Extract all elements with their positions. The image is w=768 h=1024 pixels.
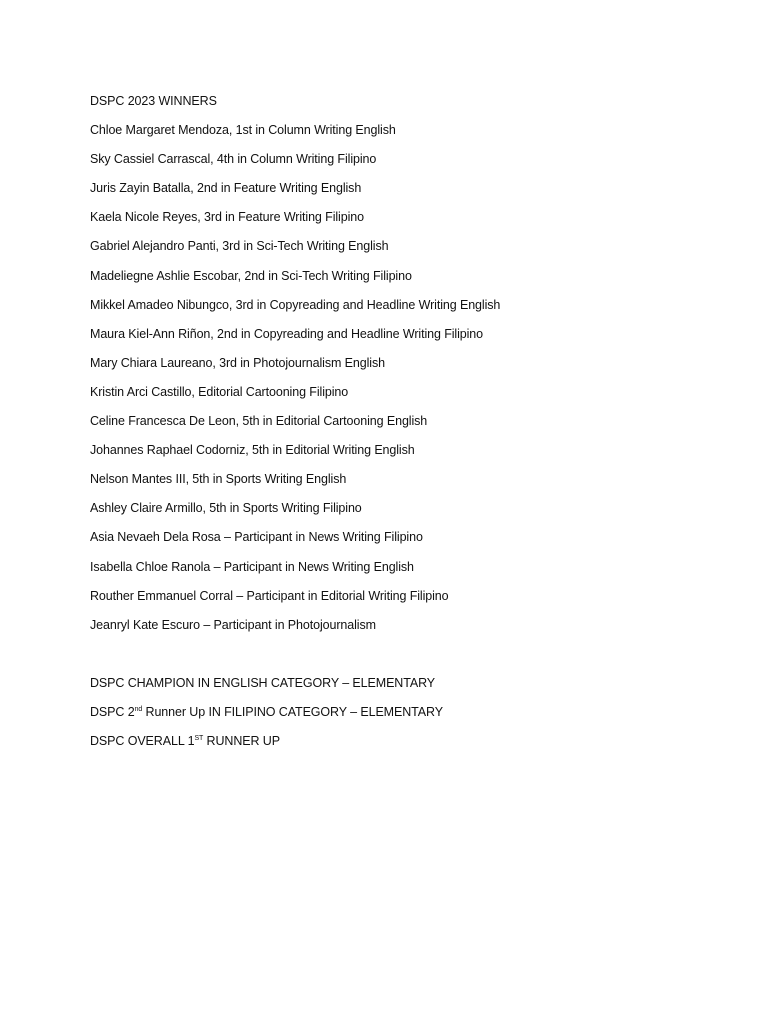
section-spacer <box>90 646 730 675</box>
winner-line: Asia Nevaeh Dela Rosa – Participant in News Writing Filipino <box>90 530 423 545</box>
award-overall-suffix: RUNNER UP <box>203 733 280 748</box>
document-body <box>90 93 730 762</box>
winner-line: Madeliegne Ashlie Escobar, 2nd in Sci-Tech Writing Filipino <box>90 268 412 283</box>
winner-line: Nelson Mantes III, 5th in Sports Writing English <box>90 472 347 487</box>
winner-line: Juris Zayin Batalla, 2nd in Feature Writing English <box>90 181 362 196</box>
winner-line: Kaela Nicole Reyes, 3rd in Feature Writing Filipino <box>90 210 364 225</box>
winner-line: Isabella Chloe Ranola – Participant in News Writing English <box>90 559 414 574</box>
winner-line: Kristin Arci Castillo, Editorial Cartooning Filipino <box>90 384 349 399</box>
winner-line: Routher Emmanuel Corral – Participant in Editorial Writing Filipino <box>90 588 449 603</box>
winner-line: Celine Francesca De Leon, 5th in Editorial Cartooning English <box>90 414 428 429</box>
winner-line: Mary Chiara Laureano, 3rd in Photojournalism English <box>90 355 385 370</box>
winner-line: Mikkel Amadeo Nibungco, 3rd in Copyreading and Headline Writing English <box>90 297 501 312</box>
winner-line: Gabriel Alejandro Panti, 3rd in Sci-Tech Writing English <box>90 239 389 254</box>
award-overall-prefix: DSPC OVERALL 1 <box>90 733 195 748</box>
award-runner-up-ordinal: nd <box>134 705 143 713</box>
winner-line: Jeanryl Kate Escuro – Participant in Photojournalism <box>90 617 376 632</box>
award-runner-up-prefix: DSPC 2 <box>90 704 135 719</box>
winner-line: Chloe Margaret Mendoza, 1st in Column Writing English <box>90 123 396 138</box>
winner-line: Ashley Claire Armillo, 5th in Sports Writing Filipino <box>90 501 362 516</box>
award-runner-up-suffix: Runner Up IN FILIPINO CATEGORY – ELEMENTARY <box>142 704 443 719</box>
document-heading: DSPC 2023 WINNERS <box>90 94 217 108</box>
winner-line: Maura Kiel-Ann Riñon, 2nd in Copyreading and Headline Writing Filipino <box>90 326 483 341</box>
award-overall <box>90 733 730 749</box>
winners-list <box>90 122 730 633</box>
winner-line: Sky Cassiel Carrascal, 4th in Column Writing Filipino <box>90 152 377 167</box>
award-overall-ordinal: ST <box>194 734 204 742</box>
award-champion: DSPC CHAMPION IN ENGLISH CATEGORY – ELEMENTARY <box>90 675 436 690</box>
awards-list <box>90 675 730 749</box>
award-runner-up <box>90 704 730 720</box>
winner-line: Johannes Raphael Codorniz, 5th in Editorial Writing English <box>90 443 415 458</box>
